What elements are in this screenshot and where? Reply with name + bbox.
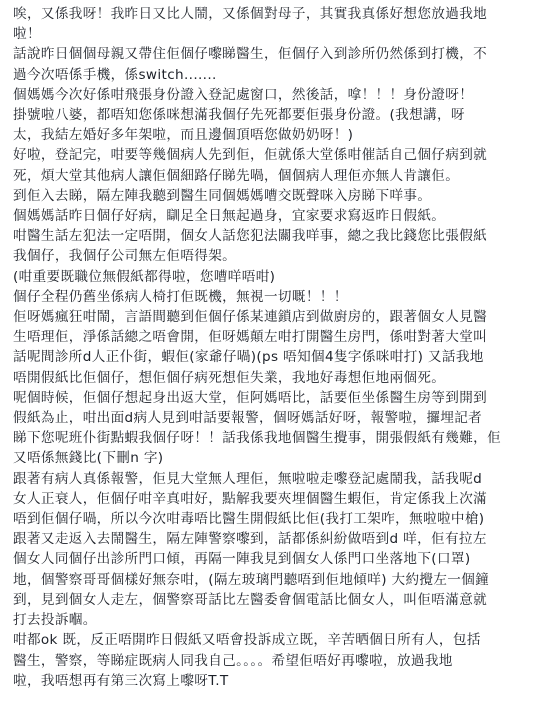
post-text-line: 好啦，登記完，咁要等幾個病人先到佢，佢就係大堂係咁催話自己個仔病到就 (13, 147, 488, 164)
post-text-line: 又唔係無錢比(下刪n 字) (13, 450, 164, 467)
post-text-line: 跟著有病人真係報警，佢見大堂無人理佢，無啦啦走嚟登記處鬧我，話我呢d (13, 470, 483, 487)
post-text-line: 佢呀媽瘋狂咁鬧，言語間聽到佢個仔係某連鎖店到做廚房的，跟著個女人見醫 (13, 309, 488, 326)
post-body (13, 4, 543, 691)
post-text-line: 唉，又係我呀！我昨日又比人鬧，又係個對母子，其實我真係好想您放過我地 (13, 6, 488, 22)
post-text-line: 睇下您呢班仆街點蝦我個仔呀！！話我係我地個醫生攪事，開張假紙有幾難，佢 (13, 430, 502, 447)
post-text-line: 個女人同個仔出診所門口傾，再隔一陣我見到個女人係門口坐落地下(口罩) (13, 551, 471, 568)
post-text-line: 到佢入去睇，隔左陣我聽到醫生同個媽媽嘈交既聲咪入房睇下咩事。 (13, 187, 432, 204)
post-text-line: 啦，我唔想再有第三次寫上嚟呀T.T (13, 672, 229, 689)
post-text-line: 個仔全程仍舊坐係病人椅打佢既機，無視一切嘅！！！ (13, 288, 348, 305)
post-text-line: 呢個時候，佢個仔想起身出返大堂，佢阿媽唔比，話要佢坐係醫生房等到開到 (13, 389, 488, 406)
post-text-line: 打去投訴嗰。 (13, 612, 97, 629)
post-text-line: 太，我結左婚好多年架啦，而且邊個頂唔您做奶奶呀！) (13, 127, 354, 144)
post-text-line: 過今次唔係手機，係switch....... (13, 66, 217, 83)
post-text-line: 我個仔，我個仔公司無左佢唔得架。 (13, 248, 237, 265)
post-text-line: (咁重要既職位無假紙都得啦，您嘈咩唔咁) (13, 268, 276, 285)
post-text-line: 啦！ (13, 26, 41, 43)
post-text-line: 醫生，警察，等睇症既病人同我自己。。。。希望佢唔好再嚟啦，放過我地 (13, 652, 453, 669)
post-text-line: 個媽媽今次好係咁飛張身份證入登記處窗口，然後話，嗱！！！身份證呀！ (13, 86, 474, 103)
post-text-line: 到，見到個女人走左，個警察哥話比左醫委會個電話比個女人，叫佢唔滿意就 (13, 591, 488, 608)
post-text-line: 假紙為止，咁出面d病人見到咁話要報警，個呀媽話好呀，報警啦，攞埋記者 (13, 410, 483, 427)
post-text-line: 唔開假紙比佢個仔，想佢個仔病死想佢失業，我地好毒想佢地兩個死。 (13, 369, 446, 386)
post-text-line: 跟著又走返入去鬧醫生，隔左陣警察嚟到，話都係糾紛做唔到d 咩，佢有拉左 (13, 531, 487, 548)
post-text-line: 話呢間診所d人正仆街，蝦佢(家爺仔喎)(ps 唔知個4隻字係咪咁打) 又話我地 (13, 349, 484, 366)
post-text-line: 話說昨日個個母親又帶住佢個仔嚟睇醫生，佢個仔入到診所仍然係到打機，不 (13, 46, 488, 63)
post-text-line: 女人正衰人，佢個仔咁辛真咁好，點解我要夾埋個醫生蝦佢，肯定係我上次滿 (13, 490, 488, 507)
post-text-line: 咁都ok 既，反正唔開昨日假紙又唔會投訴成立既，辛苦晒個日所有人，包括 (13, 632, 481, 649)
post-text-line: 掛號啦八婆，都唔知您係咪想滿我個仔先死都要佢張身份證。(我想講，呀 (13, 107, 465, 124)
post-text-line: 死，煩大堂其他病人讓佢個細路仔睇先喎，個個病人理佢亦無人肯讓佢。 (13, 167, 460, 184)
post-text-line: 唔到佢個仔喎，所以今次咁毒唔比醫生開假紙比佢(我打工架咋，無啦啦中槍) (13, 511, 485, 528)
post-text-line: 生唔理佢，淨係話總之唔會開，佢呀媽顛左咁打開醫生房門，係咁對著大堂叫 (13, 329, 488, 346)
post-text-line: 個媽媽話昨日個仔好病，瞓足全日無起過身，宜家要求寫返昨日假紙。 (13, 208, 446, 225)
post-text-line: 地，個警察哥哥個樣好無奈咁，(隔左玻璃門聽唔到佢地傾咩) 大約攪左一個鐘 (13, 571, 490, 588)
post-text-line: 咁醫生話左犯法一定唔開，個女人話您犯法關我咩事，總之我比錢您比張假紙 (13, 228, 488, 245)
